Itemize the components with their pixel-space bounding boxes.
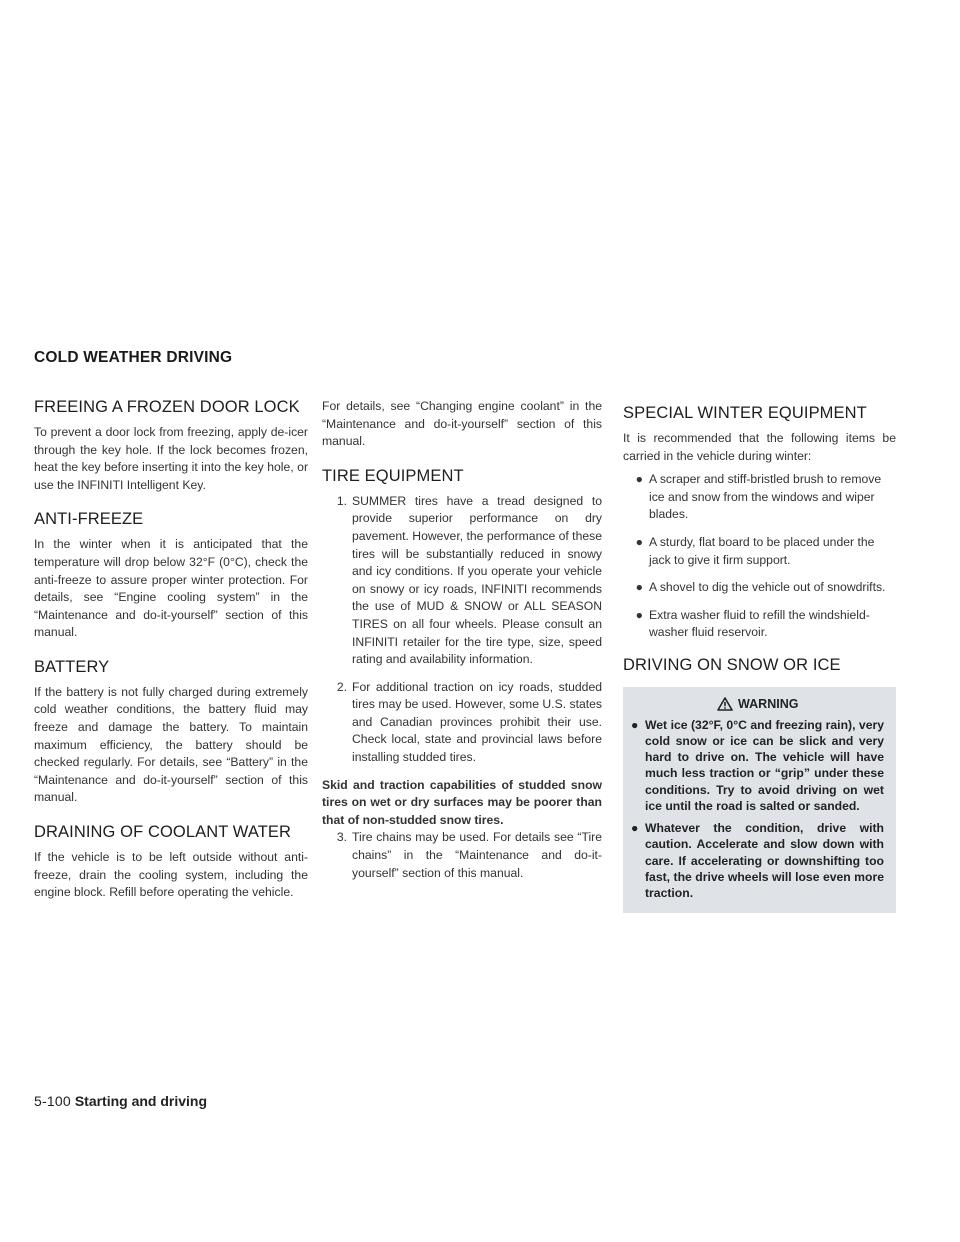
page-number: 5-100 (34, 1093, 71, 1109)
list-text: Tire chains may be used. For details see “Tire chains” in the “Maintenance and do-it-yourself” section of this manual. (352, 830, 602, 880)
paragraph-frozen-door-lock: To prevent a door lock from freezing, apply de-icer through the key hole. If the lock becomes frozen, heat the key before inserting it into the key hole, or use the INFINITI Intelligent Key. (34, 424, 308, 492)
list-text: For additional traction on icy roads, studded tires may be used. However, some U.S. states and Canadian provinces prohibit their use. Check local, state and provincial laws before installing studded tires. (352, 679, 602, 765)
paragraph-winter-equipment-intro: It is recommended that the following items be carried in the vehicle during winter: (623, 430, 896, 463)
list-item (623, 607, 896, 642)
bullet-icon: ● (635, 580, 643, 595)
warning-item (631, 820, 884, 901)
paragraph-draining-coolant: If the vehicle is to be left outside without anti-freeze, drain the cooling system, including the engine block. Refill before operating the vehicle. (34, 849, 308, 900)
warning-label: WARNING (738, 696, 799, 711)
column-1 (34, 398, 308, 902)
page-section-title: COLD WEATHER DRIVING (34, 349, 233, 366)
heading-special-winter-equipment: SPECIAL WINTER EQUIPMENT (623, 404, 867, 422)
paragraph-coolant-continued: For details, see “Changing engine coolant” in the “Maintenance and do-it-yourself” section of this manual. (322, 399, 602, 449)
list-text: Extra washer fluid to refill the windshield-washer fluid reservoir. (649, 607, 870, 640)
bullet-icon: ● (635, 607, 643, 622)
column-3 (623, 404, 896, 913)
list-number: 2. (336, 679, 347, 694)
list-item (623, 534, 896, 569)
footer-section-name: Starting and driving (74, 1093, 208, 1109)
list-item (623, 471, 896, 524)
bullet-icon: ● (631, 717, 639, 732)
heading-battery: BATTERY (34, 657, 110, 676)
list-item (322, 493, 602, 669)
paragraph-anti-freeze: In the winter when it is anticipated that the temperature will drop below 32°F (0°C), check the anti-freeze to assure proper winter protection. For details, see “Engine cooling system” in the “Maintenance and do-it-yourself” section of this manual. (34, 537, 308, 640)
warning-header (631, 697, 884, 711)
heading-draining-coolant: DRAINING OF COOLANT WATER (34, 823, 292, 841)
warning-item (631, 717, 884, 814)
bullet-icon: ● (631, 821, 639, 836)
bullet-icon: ● (635, 534, 643, 549)
warning-text: Whatever the condition, drive with caution. Accelerate and slow down with care. If accelerating or downshifting too fast, the drive wheels will lose even more traction. (645, 821, 884, 900)
list-item (623, 579, 896, 597)
paragraph-battery: If the battery is not fully charged during extremely cold weather conditions, the battery fluid may freeze and damage the battery. To maintain maximum efficiency, the battery should be checked regularly. For details, see “Battery” in the “Maintenance and do-it-yourself” section of this manual. (34, 684, 308, 805)
bullet-icon: ● (635, 472, 643, 487)
heading-frozen-door-lock: FREEING A FROZEN DOOR LOCK (34, 398, 300, 416)
list-number: 1. (336, 493, 347, 508)
list-text: SUMMER tires have a tread designed to provide superior performance on dry pavement. However, the performance of these tires will be substantially reduced in snowy and icy conditions. If you operate your vehicle on snowy or icy roads, INFINITI recommends the use of MUD & SNOW or ALL SEASON TIRES on all four wheels. Please consult an INFINITI retailer for the tire type, size, speed rating and availability information. (352, 493, 602, 667)
warning-box (623, 687, 896, 913)
warning-text: Wet ice (32°F, 0°C and freezing rain), very cold snow or ice can be slick and very hard to drive on. The vehicle will have much less traction or “grip” under these conditions. Try to avoid driving on wet ice until the road is salted or sanded. (645, 717, 884, 813)
warning-triangle-icon (717, 697, 733, 711)
list-text: A sturdy, flat board to be placed under the jack to give it firm support. (649, 534, 875, 567)
heading-anti-freeze: ANTI-FREEZE (34, 510, 144, 529)
column-2 (322, 398, 602, 882)
page-footer (34, 1093, 207, 1109)
list-item (322, 679, 602, 767)
list-text: A shovel to dig the vehicle out of snowdrifts. (649, 580, 886, 595)
heading-tire-equipment: TIRE EQUIPMENT (322, 466, 464, 485)
list-item (322, 829, 602, 882)
list-text: A scraper and stiff-bristled brush to remove ice and snow from the windows and wiper blades. (649, 472, 882, 522)
paragraph-studded-tire-note: Skid and traction capabilities of studded snow tires on wet or dry surfaces may be poorer than that of non-studded snow tires. (322, 777, 602, 827)
list-number: 3. (336, 830, 347, 845)
heading-driving-snow-ice: DRIVING ON SNOW OR ICE (623, 655, 841, 674)
